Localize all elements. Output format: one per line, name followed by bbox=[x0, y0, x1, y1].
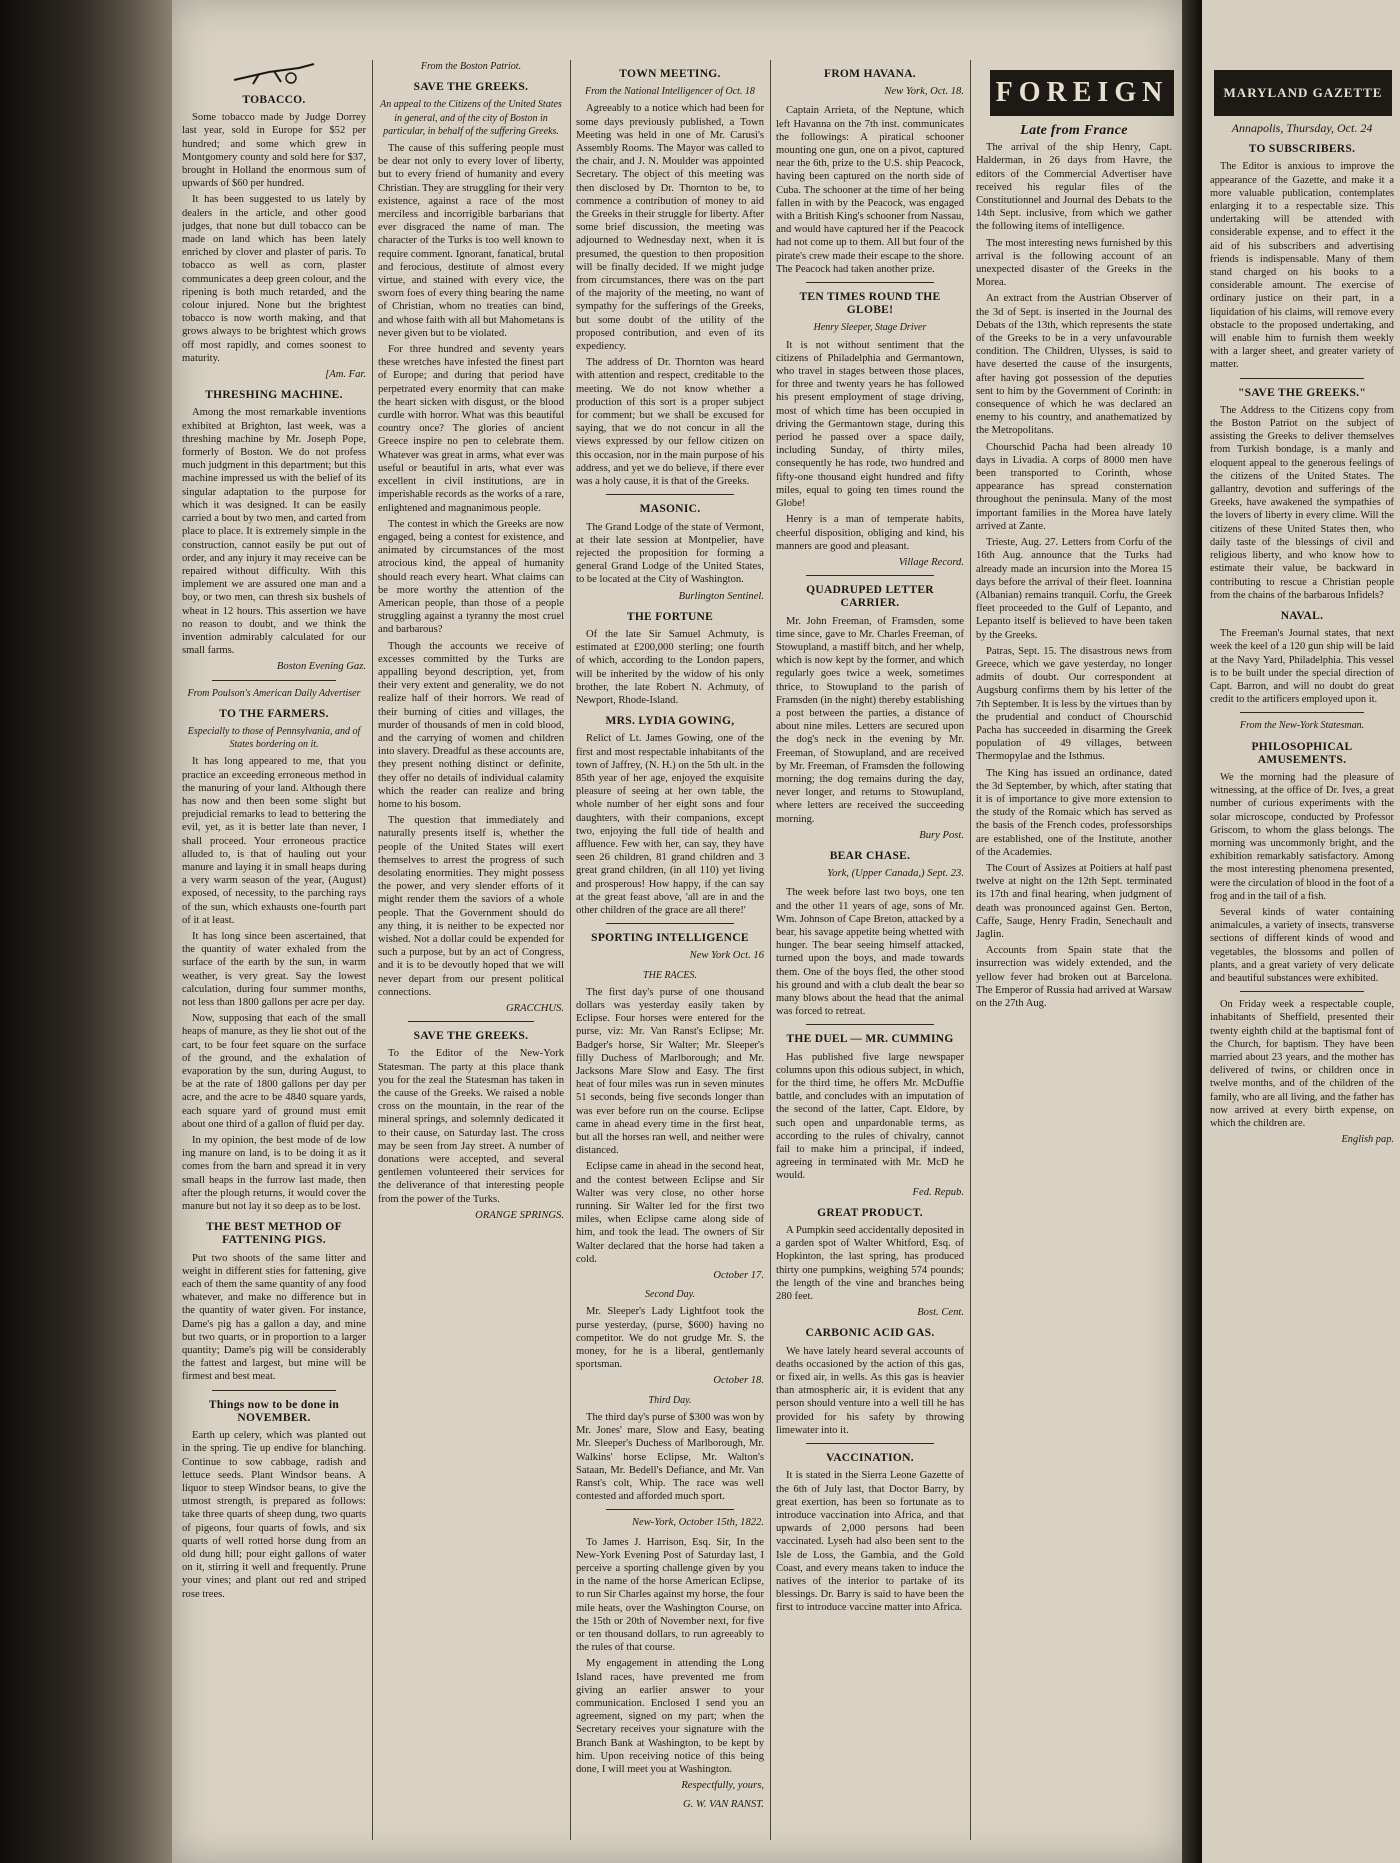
article-paragraph: Captain Arrieta, of the Neptune, which left Havanna on the 7th inst. communicates the followings: A piratical schooner mounting one gun, one on a pivot, captured near the 6th, prize to the U.S. ship Peacock, having been captured on the north side of Cuba. The schooner at the time of her being fallen in with by the Peacock, was engaged with a British King's schooner from Nassau, and would have captured her if the Peacock had not come up to them. All but four of the pirate's crew made their escape to the shore. The Peacock had taken another prize. bbox=[776, 105, 964, 275]
article-title: SAVE THE GREEKS. bbox=[413, 1030, 529, 1043]
article-paragraph: Mr. Sleeper's Lady Lightfoot took the purse yesterday, (purse, $600) having no competitor. We do not grudge Mr. S. the money, for he is a liberal, gentlemanly sportsman. bbox=[576, 1306, 764, 1371]
article-signature: G. W. VAN RANST. bbox=[682, 1799, 764, 1811]
article-paragraph: Accounts from Spain state that the insurrection was widely extended, and the yellow fever had broken out at Barcelona. The Emperor of Russia had arrived at Warsaw on the 27th Aug. bbox=[976, 945, 1172, 1009]
section-divider bbox=[408, 1021, 534, 1022]
right-page-column bbox=[1210, 122, 1394, 1840]
article-paragraph: The third day's purse of $300 was won by Mr. Jones' mare, Slow and Easy, beating Mr. Sleeper's Duchess of Marlborough, Mr. Walkins' horse Eclipse, Mr. Walton's Sataan, Mr. Bedell's Defiance, and Mr. Van Ranst's colt, Whip. The race was well contested and afforded much sport. bbox=[576, 1411, 764, 1503]
article-paragraph: The most interesting news furnished by this arrival is the following account of an unexpected disaster of the Greeks in the Morea. bbox=[976, 237, 1172, 289]
article-paragraph: For three hundred and seventy years these wretches have infested the finest part of Europe; and during that period have perpetrated every enormity that can make the heart sicken with disgust, or the blood curdle with horror. What was this beautiful country once? The glories of ancient Greece inspire no pen to celebrate them. Whatever was great in arms, what ever was useful or beautiful in arts, what ever was excellent in civil institutions, are in imperishable records as the works of a rare, enlightened and magnanimous people. bbox=[378, 344, 564, 514]
article-title: "SAVE THE GREEKS." bbox=[1238, 386, 1366, 399]
column-rule bbox=[570, 60, 571, 1840]
article-dateline: New York Oct. 16 bbox=[689, 950, 764, 962]
article-source-line: From the New-York Statesman. bbox=[1239, 720, 1365, 732]
article-source: Fed. Repub. bbox=[912, 1186, 964, 1198]
article-paragraph: Of the late Sir Samuel Achmuty, is estimated at £200,000 sterling; one fourth of which, according to the London papers, will be inherited by the widow of his only brother, the late Robert N. Achmuty, of Newport, Rhode-Island. bbox=[576, 628, 764, 706]
article-paragraph: The week before last two boys, one ten and the other 11 years of age, sons of Mr. Wm. Johnson of Cape Breton, attacked by a bear, his savage appetite being whetted with hunger. The bear seeing himself attacked, turned upon the boys, and made towards them. One of the boys fled, the other stood his ground and with a club dealt the bear so many blows about the head that the animal was forced to retreat. bbox=[776, 887, 964, 1018]
article-paragraph: An extract from the Austrian Observer of the 3d of Sept. is inserted in the Journal des Debats of the 13th, which represents the state of the Greeks to be in a very unfavourable condition. The Children, Ulysses, is said to have deserted the cause of the insurgents, after having got possession of the deputies sent to him by the Government of Corinth: in consequence of which he was declared an enemy to his country, and anathematized by the Metropolitans. bbox=[976, 293, 1172, 437]
article-title: PHILOSOPHICAL AMUSEMENTS. bbox=[1251, 740, 1353, 766]
article-signature: Respectfully, yours, bbox=[681, 1780, 764, 1792]
article-subtitle: Second Day. bbox=[645, 1289, 695, 1301]
section-divider bbox=[212, 680, 336, 681]
section-divider bbox=[806, 1443, 934, 1444]
article-title: TOBACCO. bbox=[242, 94, 306, 106]
article-paragraph: Has published five large newspaper columns upon this odious subject, in which, for the third time, he offers Mr. McDuffie battle, and concludes with an imputation of the second of the latter, Capt. Eldore, by such open and unpardonable terms, as according to the rules of chivalry, cannot fail to make him a principal, if indeed, agreeing in terminated with Mr. McD he would. bbox=[776, 1051, 964, 1182]
article-source-line: From the National Intelligencer of Oct. 18 bbox=[585, 86, 755, 98]
article-paragraph: Put two shoots of the same litter and weight in different sties for fattening, give each of them the same quantity of any food whatever, and make no difference but in the quantity of water given. For instance, Dame's pig has a gallon a day, and mine but two quarts, or in proportion to a larger quantity; Dame's pig will be considerably the fattest and largest, but mine will be firmest and best meat. bbox=[182, 1252, 366, 1383]
article-paragraph: Among the most remarkable inventions exhibited at Brighton, last week, was a threshing machine by Mr. Joseph Pope, formerly of Boston. We do not profess much judgment in this department; but this machine impressed us with the belief of its singular adaptation to the purpose for which it was designed. It can be easily carried a bout by two men, and carted from place to place. It is extremely simple in the construction, cannot easily be put out of order, and any injury it may receive can be repaired without difficulty. With this implement we are assured one man and a boy, or two men, can thresh six bushels of wheat in 12 hours. This assertion we have no reason to doubt, and we think the invention admirably calculated for our small farms. bbox=[182, 407, 366, 657]
article-paragraph: Eclipse came in ahead in the second heat, and the contest between Eclipse and Sir Walter was very close, no other horse running. Sir Walter led for the first two miles, when Eclipse came along side of him, and took the lead. The owners of Sir Walter declared that the horse had taken a cold. bbox=[576, 1161, 764, 1265]
article-paragraph: The address of Dr. Thornton was heard with attention and respect, creditable to the meeting. We do not know whether a production of this sort is a proper subject for comment; but we shall be excused for saying, that we do not concur in all the views expressed by our fellow citizen on this occasion, nor in the main purpose of his address, and yet we do believe, if there ever was a holy cause, it is that of the Greeks. bbox=[576, 357, 764, 488]
column-rule bbox=[970, 60, 971, 1840]
article-subtitle: Especially to those of Pennsylvania, and of States bordering on it. bbox=[187, 725, 361, 751]
article-title: SAVE THE GREEKS. bbox=[413, 81, 529, 94]
article-paragraph: My engagement in attending the Long Island races, have prevented me from giving an earlier answer to your communication. Enclosed I send you an agreement, signed on my part; when the Secretary receives your signature with the Branch Bank at Washington, to be kept by him. Upon receiving notice of this being done, I will meet you at Washington. bbox=[576, 1658, 764, 1775]
article-paragraph: Agreeably to a notice which had been for some days previously published, a Town Meeting was held in one of Mr. Carusi's Assembly Rooms. The Mayor was called to the chair, and J. N. Moulder was appointed Secretary. The object of this meeting was then disclosed by Dr. Thornton to be, to commence a contribution of money to aid the Greeks in their struggle for liberty. After some brief discussion, the meeting was adjourned to Wednesday next, when it is presumed, the question to then proposition will be finally decided. If we might judge from circumstances, there was on the part of the majority of the meeting, no want of sympathy for the sufferings of the Greeks, but some doubt of the utility of the proposed contribution, and even of its expediency. bbox=[576, 103, 764, 353]
article-title: NAVAL. bbox=[1280, 609, 1324, 622]
article-paragraph: Mr. John Freeman, of Framsden, some time since, gave to Mr. Charles Freeman, of Stowupland, a mastiff bitch, and her whelp, which is now kept by the former, and which regularly goes twice a week, sometimes thrice, to Stowupland to the parish of Framsden (in the night) thereby establishing a post between the parties, a distance of about nine miles. Letters are secured upon the dog's neck in the evening by Mr. Freeman, of Stowupland, and are received by Mr. Freeman, of Framsden the following morning; the dog remains during the day, never longer, and returns to Stowupland, where letters are received the succeeding morning. bbox=[776, 615, 964, 825]
column-rule bbox=[770, 60, 771, 1840]
article-paragraph: It is stated in the Sierra Leone Gazette of the 6th of July last, that Doctor Barry, by great exertion, has been so fortunate as to introduce vaccination into Africa, and that upwards of 2,000 persons had been vaccinated. Lyseh had also been sent to the Isle de Loss, the Gambia, and the Gold Coast, and every means taken to induce the natives of the interior to partake of its blessings. Dr. Barry is said to have been the first to introduce vaccine matter into Africa. bbox=[776, 1470, 964, 1614]
article-paragraph: The Address to the Citizens copy from the Boston Patriot on the subject of assisting the Greeks to deliver themselves from Turkish bondage, is a manly and eloquent appeal to the generous feelings of the citizens of the United States. The gallantry, devotion and sufferings of the Greeks, have awakened the sympathies of the lovers of liberty in every clime. Will the citizens of these United States then, who daily taste of the blessings of civil and religious liberty, and who know how to estimate their value, be backward in contributing to rescue a Christian people from the chains of the barbarous Infidels? bbox=[1210, 404, 1394, 601]
article-title: THE DUEL — MR. CUMMING bbox=[786, 1033, 954, 1046]
article-title: THE BEST METHOD OF FATTENING PIGS. bbox=[206, 1221, 342, 1247]
article-dateline: New-York, October 15th, 1822. bbox=[631, 1517, 764, 1529]
article-title: TEN TIMES ROUND THE GLOBE! bbox=[799, 291, 941, 317]
article-title: QUADRUPED LETTER CARRIER. bbox=[806, 584, 934, 610]
article-title: CARBONIC ACID GAS. bbox=[805, 1327, 935, 1340]
article-source: Burlington Sentinel. bbox=[678, 590, 764, 602]
article-signature: ORANGE SPRINGS. bbox=[475, 1209, 564, 1221]
article-paragraph: The arrival of the ship Henry, Capt. Halderman, in 26 days from Havre, the editors of the Commercial Advertiser have received his regular files of the Constitutionnel and Journal des Debats to the 14th Sept. inclusive, from which we gather the following items of intelligence. bbox=[976, 142, 1172, 233]
article-subtitle: An appeal to the Citizens of the United States in general, and of the city of Boston in particular, in behalf of the suffering Greeks. bbox=[380, 99, 562, 137]
section-divider bbox=[1240, 991, 1364, 992]
section-divider bbox=[806, 1024, 934, 1025]
article-title: SPORTING INTELLIGENCE bbox=[591, 932, 749, 945]
masthead-foreign: FOREIGN bbox=[990, 70, 1174, 116]
article-paragraph: Though the accounts we receive of excesses committed by the Turks are appalling beyond description, yet, from their very extent and generality, we do not realize half of their horrors. We read of their burning of cities and villages, the murder of thousands of men in cold blood, and the carrying of women and children into slavery. Dreadful as these accounts are, they present nothing distinct or definite, they offer no details of individual calamity which the reader can realize and bring home to his bosom. bbox=[378, 640, 564, 810]
article-source: Village Record. bbox=[898, 556, 964, 568]
article-title: GREAT PRODUCT. bbox=[817, 1206, 923, 1219]
article-paragraph: It has long appeared to me, that you practice an exceeding erroneous method in the manuring of your land. Although there has now and then been some slight but prejudicial remarks to lead to bettering the evil, yet, as it is better late than never, I shall proceed. Your erroneous practice alluded to, is that of hauling out your manure and laying it in small heaps during a very warm season of the year, (August) exposed, of necessity, to the parching rays of the sun, which exhausts one-fourth part of it at least. bbox=[182, 756, 366, 926]
article-paragraph: Earth up celery, which was planted out in the spring. Tie up endive for blanching. Continue to sow cabbage, radish and lettuce seeds. Plant Windsor beans. A liquor to steep Windsor beans, to give the utmost strength, is prepared as follows: take three quarts of sheep dung, two quarts of pigeons, four quarts of fowls, and six quarts of well rotted horse dung from an old dung hill; pour eight gallons of water on it, stirring it well and frequently. Prune your vines; and plant out red and striped rose trees. bbox=[182, 1430, 366, 1600]
article-paragraph: Trieste, Aug. 27. Letters from Corfu of the 16th Aug. announce that the Turks had already made an incursion into the Morea 15 days before the arrival of their fleet. Ioannina (Albanian) remains tranquil. Corfu, the Greek fleet proceeded to the Gulf of Lepanto, and Lepanto itself is believed to have been taken by the Greeks. bbox=[976, 537, 1172, 641]
article-source-line: From Poulson's American Daily Advertiser bbox=[187, 687, 361, 699]
article-source: Bost. Cent. bbox=[917, 1307, 964, 1319]
section-divider bbox=[1240, 378, 1364, 379]
article-title: BEAR CHASE. bbox=[829, 849, 911, 862]
section-divider bbox=[606, 923, 734, 924]
article-paragraph: It has long since been ascertained, that the quantity of water exhaled from the surface of the earth by the sun, in warm weather, is very great. Say the lowest calculation, during four summer months, not less than 1800 gallons per acre per day. bbox=[182, 930, 366, 1008]
article-title: Things now to be done in NOVEMBER. bbox=[208, 1398, 340, 1424]
section-divider bbox=[212, 1390, 336, 1391]
article-paragraph: The cause of this suffering people must be dear not only to every lover of liberty, but to every friend of humanity and every Christian. They are struggling for their very existence, against a race of the most merciless and incorrigible barbarians that ever disgraced the name of man. The character of the Turks is too well known to require comment. Ignorant, fanatical, brutal and ferocious, destitute of almost every virtue, and stained with every vice, the sworn foes of every thing bearing the name of Christian, whom no treaties can bind, and whose faith with all but Mahometans is never given but to be violated. bbox=[378, 143, 564, 339]
article-dateline: October 17. bbox=[713, 1270, 764, 1282]
article-paragraph: The contest in which the Greeks are now engaged, being a contest for existence, and animated by circumstances of the most atrocious kind, the appeal of humanity should reach every heart. What claims can be more worthy the attention of the American people, than those of a people struggling against a tyranny the most cruel and barbarous? bbox=[378, 518, 564, 636]
article-paragraph: The Editor is anxious to improve the appearance of the Gazette, and make it a more valuable publication, contemplates enlarging it to a respectable size. This undertaking will be attended with considerable expense, and to effect it the aid of his subscribers and advertising friends is indispensable. Many of them stand charged on his books to a considerable amount. The exercise of ordinary justice on their part, in a liquidation of his claims, will remove every obstacle to the proposed undertaking, and will enable him to furnish them weekly with a larger sheet, and greater variety of matter. bbox=[1210, 161, 1394, 371]
article-dateline: October 18. bbox=[713, 1375, 764, 1387]
book-binding bbox=[0, 0, 172, 1863]
article-paragraph: We the morning had the pleasure of witnessing, at the office of Dr. Ives, a great number of curious experiments with the solar microscope, conducted by Professor Griscom, to whom the glass belongs. The morning was uncommonly bright, and the exhibition remarkably satisfactory. Among the most interesting phenomena presented, were the circulation of blood in the foot of a frog and in the tail of a fish. bbox=[1210, 771, 1394, 902]
article-paragraph: The Freeman's Journal states, that next week the keel of a 120 gun ship will be laid at the Navy Yard, Philadelphia. This vessel is to be built under the special direction of Capt. Barron, and will no doubt do great credit to the artificers employed upon it. bbox=[1210, 628, 1394, 706]
article-source: Bury Post. bbox=[919, 829, 964, 841]
article-source-line: From the Boston Patriot. bbox=[420, 61, 522, 72]
article-source: English pap. bbox=[1341, 1134, 1394, 1146]
column-3 bbox=[576, 60, 764, 1840]
column-2 bbox=[378, 60, 564, 1840]
article-paragraph: The Court of Assizes at Poitiers at half past twelve at night on the 12th Sept. terminated its 17th and final hearing, when judgment of death was pronounced against Gen. Berton, Caffe, Sauge, Henry Fradin, Senechault and Jaglin. bbox=[976, 862, 1172, 940]
masthead-maryland-gazette: MARYLAND GAZETTE bbox=[1214, 70, 1392, 116]
article-paragraph: It is not without sentiment that the citizens of Philadelphia and Germantown, who travel in stages between those places, for three and twenty years he has followed his present employment of stage driving, most of which time has been occupied in driving the Germantown stage, during this period he passed over a space daily, including Sunday, of thirty miles, consequently he has rode, two hundred and fifty-one thousand eight hundred and fifty miles, equal to going ten times round the Globe! bbox=[776, 339, 964, 510]
section-divider bbox=[1240, 712, 1364, 713]
article-paragraph: To James J. Harrison, Esq. Sir, In the New-York Evening Post of Saturday last, I perceive a sporting challenge given by you in the name of the horse American Eclipse, to run Sir Charles against my horse, the four mile heats, over the Washington Course, on the 15th or 20th of November next, for five or ten thousand dollars, to run agreeably to the rules of that course. bbox=[576, 1536, 764, 1654]
article-paragraph: We have lately heard several accounts of deaths occasioned by the action of this gas, or fixed air, in wells. As this gas is heavier than atmospheric air, it is evident that any person should venture into a well till he has provided for his safety by throwing limewater into it. bbox=[776, 1345, 964, 1436]
article-title: VACCINATION. bbox=[826, 1452, 914, 1465]
article-paragraph: The Grand Lodge of the state of Vermont, at their late session at Montpelier, have rejected the proposition for forming a general Grand Lodge of the United States, to be located at the City of Washington. bbox=[576, 521, 764, 586]
article-paragraph: To the Editor of the New-York Statesman. The party at this place thank you for the zeal the Statesman has taken in the cause of the Greeks. We raised a noble cross on the mountain, in the rear of the mineral springs, and solemnly dedicated it to their cause, on Saturday last. The cross may be seen from Jay street. A number of donations were accepted, and several gentlemen volunteered their services for the deliverance of that interesting people from the power of the Turks. bbox=[378, 1048, 564, 1205]
article-paragraph: Some tobacco made by Judge Dorrey last year, sold in Europe for $52 per hundred; and some which grew in Montgomery county and sold here for $37, brought in Holland the enormous sum of upwards of $60 per hundred. bbox=[182, 112, 366, 190]
plough-illustration-icon bbox=[229, 60, 319, 86]
article-title: TO SUBSCRIBERS. bbox=[1248, 143, 1356, 156]
article-paragraph: Chourschid Pacha had been already 10 days in Livadia. A corps of 8000 men have been transported to Corinth, whose appearance has spread consternation throughout the peninsula. Many of the most important families in the Morea have lately arrived at Zante. bbox=[976, 441, 1172, 532]
article-signature: GRACCHUS. bbox=[506, 1003, 564, 1015]
article-title: THRESHING MACHINE. bbox=[205, 389, 343, 402]
article-paragraph: In my opinion, the best mode of de low ing manure on land, is to be doing it as it comes from the barn and spread it in very small heaps in the furrow last made, then after the plough returns, it would cover the manure but not lay it so deep as to be lost. bbox=[182, 1135, 366, 1213]
article-subtitle: Henry Sleeper, Stage Driver bbox=[813, 322, 927, 334]
article-title: MRS. LYDIA GOWING, bbox=[605, 715, 735, 728]
article-subtitle: THE RACES. bbox=[643, 969, 697, 981]
section-subtitle-late-from-france: Late from France bbox=[1020, 123, 1128, 138]
article-paragraph: Patras, Sept. 15. The disastrous news from Greece, which we gave yesterday, no longer admits of doubt. Our correspondent at Augsburg confirms them by his letter of the 7th September. It is less by the virtues than by the prudential and conduct of Chourschid Pacha has succeeded in disarming the Greek population of 49 villages, between Thermopylae and the Isthmus. bbox=[976, 645, 1172, 763]
column-rule bbox=[372, 60, 373, 1840]
article-paragraph: Several kinds of water containing animalcules, a variety of insects, transverse sections of different kinds of wood and vegetables, the blossoms and pollen of plants, and a great variety of very delicate and beautiful substances were exhibited. bbox=[1210, 906, 1394, 984]
article-paragraph: The King has issued an ordinance, dated the 3d September, by which, after stating that it is of importance to give more extension to the study of the Romaic which has served as the basis of the French codes, professorships are established, one of the Institute, another of the Academies. bbox=[976, 767, 1172, 858]
article-paragraph: A Pumpkin seed accidentally deposited in a garden spot of Walter Whitford, Esq. of Hopkinton, the last spring, has produced thirty one pumpkins, weighing 574 pounds; the length of the vine and branches being 280 feet. bbox=[776, 1225, 964, 1303]
section-divider bbox=[806, 282, 934, 283]
article-source: Boston Evening Gaz. bbox=[276, 661, 366, 673]
article-paragraph: It has been suggested to us lately by dealers in the article, and other good judges, that none but dull tobacco can be made on land which has been lately enriched by clover and plaster of paris. To tobacco as well as corn, plaster communicates a deep green colour, and the ripening is both much retarded, and the colour injured. None but the brightest tobacco is now worth making, and that grows always to be brightest which grows off most rapidly, and comes soonest to maturity. bbox=[182, 194, 366, 364]
section-divider bbox=[606, 1509, 734, 1510]
article-title: FROM HAVANA. bbox=[824, 68, 916, 80]
article-paragraph: Henry is a man of temperate habits, cheerful disposition, obliging and kind, his manners are good and pleasant. bbox=[776, 514, 964, 552]
article-paragraph: The first day's purse of one thousand dollars was yesterday easily taken by Eclipse. Four horses were entered for the purse, viz: Mr. Van Ranst's Eclipse; Mr. Badger's horse, Sir Walter; Mr. Sleeper's filly Duchess of Marlborough; and Mr. Jacksons Mare Slow and Easy. The first heat of four miles was run in seven minutes 51 seconds, being five seconds longer than was ever before run on the course. Eclipse came in ahead every time in the first heat, but all the horses ran well, and neither were distanced. bbox=[576, 986, 764, 1157]
article-title: MASONIC. bbox=[639, 503, 701, 516]
page-gutter bbox=[1182, 0, 1202, 1863]
section-divider bbox=[606, 494, 734, 495]
article-source: [Am. Far. bbox=[325, 369, 366, 381]
column-5-foreign bbox=[976, 122, 1172, 1840]
article-paragraph: Now, supposing that each of the small heaps of manure, as they lie shot out of the cart, to be four feet square on the surface of the ground, and the exhalation of evaporation by the sun, during August, to be at the rate of 1800 gallons per day per acre, and the acre to be 4840 square yards, each square yard of ground must emit about one third of a gallon of fluid per day. bbox=[182, 1013, 366, 1130]
article-dateline: York, (Upper Canada,) Sept. 23. bbox=[827, 868, 964, 880]
section-divider bbox=[806, 575, 934, 576]
article-title: THE FORTUNE bbox=[626, 610, 714, 623]
article-dateline: New York, Oct. 18. bbox=[884, 86, 964, 98]
article-title: TO THE FARMERS. bbox=[219, 707, 329, 720]
dateline: Annapolis, Thursday, Oct. 24 bbox=[1231, 122, 1373, 135]
article-paragraph: On Friday week a respectable couple, inhabitants of Sheffield, presented their twenty eighth child at the baptismal font of the Church, for baptism. They have been married about 23 years, and the mother has delivered of twins, or children once in twelve months, and of the children of the family, who are all living, and the father has now arrived at every birth expense, on which the children are. bbox=[1210, 999, 1394, 1130]
article-paragraph: The question that immediately and naturally presents itself is, whether the people of the United States will exert themselves to arrest the progress of such desolating enormities. They might possess the power, and very slender efforts of it might render them the saviors of a whole people. That the Government should do any thing, it is neither to be expected nor wished. Not a dollar could be expended for such a purpose, but by an act of Congress, and it is to be devoutly hoped that we will never depart from our present political connections. bbox=[378, 815, 564, 998]
article-title: TOWN MEETING. bbox=[619, 68, 721, 80]
article-subtitle: Third Day. bbox=[648, 1394, 692, 1406]
column-1 bbox=[182, 60, 366, 1840]
column-4 bbox=[776, 60, 964, 1840]
article-paragraph: Relict of Lt. James Gowing, one of the first and most respectable inhabitants of the town of Jaffrey, (N. H.) on the 5th ult. in the 85th year of her age, enjoyed the exquisite pleasure of seeing at her own table, the whole number of her eight sons and four daughters, with their companions, except two, enjoying the full tide of health and affluence. Few with her, can say, they have seen 26 children, 81 grand children and 3 great grand children, (in all 110) yet living and prosperous! How happy, if the can say at the great feast above, 'all are in and the other children of the grace are all there!' bbox=[576, 733, 764, 916]
